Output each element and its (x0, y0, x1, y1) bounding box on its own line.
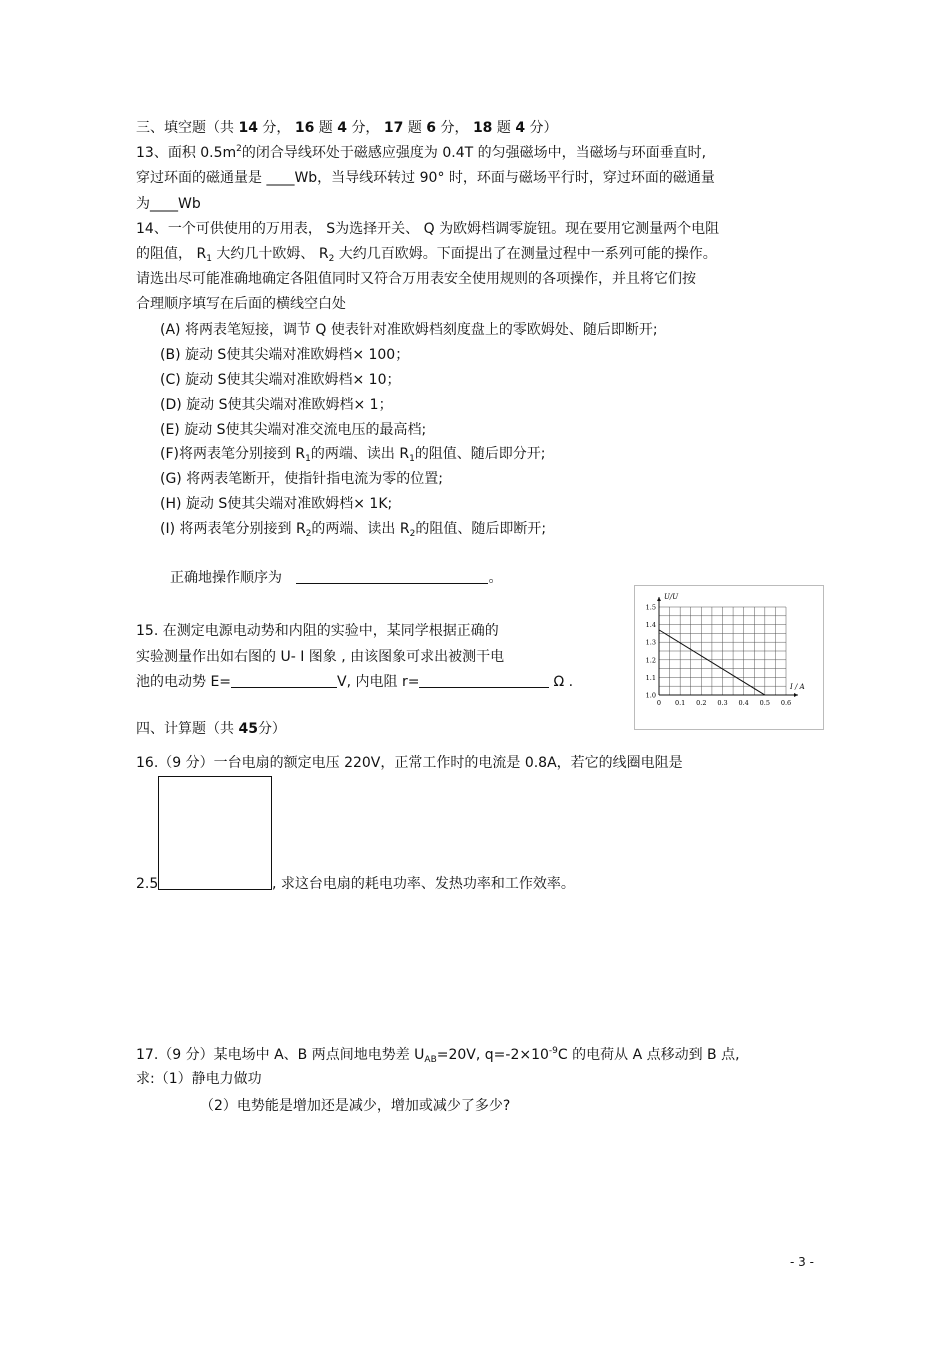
q17-line-3: （2）电势能是增加还是减少，增加或减少了多少? (200, 1098, 511, 1114)
x-tick-label: 0.2 (696, 699, 707, 707)
x-tick-label: 0.5 (759, 699, 771, 707)
page-number: - 3 - (790, 1255, 814, 1269)
section-4-heading: 四、计算题（共 45分） (136, 721, 286, 737)
x-axis-label: I / A (790, 683, 805, 691)
q14-option-h: (H) 旋动 S使其尖端对准欧姆档× 1K; (160, 496, 393, 512)
q14-option-g: (G) 将两表笔断开，使指针指电流为零的位置; (160, 471, 443, 487)
y-tick-label: 1.5 (645, 603, 656, 612)
resistance-placeholder-box (158, 776, 272, 890)
q14-line-2: 的阻值， $R_1$ 大约几十欧姆、 $R_2$ 大约几百欧姆。下面提出了在测量过程中一系列可能的操作。 (136, 246, 717, 264)
q17-line-2: 求:（1）静电力做功 (136, 1071, 262, 1087)
y-tick-label: 1.3 (645, 638, 656, 647)
x-tick-label: 0.3 (717, 699, 728, 707)
y-tick-label: 1.2 (645, 656, 656, 665)
q14-line-4: 合理顺序填写在后面的横线空白处 (136, 296, 346, 312)
u-i-graph (634, 585, 824, 730)
section-3-heading: 三、填空题（共 14 分， 16 题 4 分， 17 题 6 分， 18 题 4 分） (136, 120, 558, 136)
q14-option-i: (I) 将两表笔分别接到 $R_2$的两端、读出 $R_2$的阻值、随后即断开; (160, 521, 547, 539)
q15-emf-blank[interactable] (231, 673, 337, 688)
q14-option-e: (E) 旋动 S使其尖端对准交流电压的最高档; (160, 422, 427, 438)
q16-line-1: 16.（9 分）一台电扇的额定电压 220V，正常工作时的电流是 0.8A，若它的线圈电阻是 (136, 755, 683, 771)
q14-option-a: (A) 将两表笔短接，调节 Q 使表针对准欧姆档刻度盘上的零欧姆处、随后即断开; (160, 322, 658, 338)
q14-line-3: 请选出尽可能准确地确定各阻值同时又符合万用表安全使用规则的各项操作，并且将它们按 (136, 271, 696, 287)
q15-line-3: 池的电动势 E= V, 内电阻 r= Ω . (136, 674, 574, 690)
y-tick-label: 1.0 (645, 691, 656, 700)
q13-line-2: 穿过环面的磁通量是 ____Wb，当导线环转过 90° 时，环面与磁场平行时，穿过环面的磁通量 (136, 170, 715, 186)
y-tick-label: 1.4 (645, 621, 656, 630)
q14-answer-blank[interactable] (296, 569, 488, 584)
q15-line-2: 实验测量作出如右图的 U- I 图象 , 由该图象可求出被测干电 (136, 649, 505, 665)
y-tick-label: 1.1 (645, 673, 656, 682)
q16-line-2-start: 2.5 (136, 876, 159, 892)
q14-option-f: (F)将两表笔分别接到 $R_1$的两端、读出 $R_1$的阻值、随后即分开; (160, 446, 546, 464)
q14-option-b: (B) 旋动 S使其尖端对准欧姆档× 100； (160, 347, 410, 363)
x-tick-label: 0.6 (780, 699, 792, 707)
q14-option-c: (C) 旋动 S使其尖端对准欧姆档× 10； (160, 372, 401, 388)
q14-option-d: (D) 旋动 S使其尖端对准欧姆档× 1； (160, 397, 393, 413)
x-tick-label: 0 (656, 699, 662, 707)
q14-line-1: 14、一个可供使用的万用表， S为选择开关、 Q 为欧姆档调零旋钮。现在要用它测量两个电阻 (136, 221, 720, 237)
x-tick-label: 0.4 (738, 699, 749, 707)
y-axis-label: U/U (664, 593, 679, 601)
q17-line-1: 17.（9 分）某电场中 A、B 两点间地电势差 $U_{AB}=20V$, $q=-2\times 10^{-9}C$ 的电荷从 A 点移动到 B 点, (136, 1046, 740, 1065)
q15-resistance-blank[interactable] (419, 673, 549, 688)
q13-line-1: 13、面积 $0.5m^2$的闭合导线环处于磁感应强度为 0.4T 的匀强磁场中，当磁场与环面垂直时, (136, 144, 707, 161)
q16-line-2-end: , 求这台电扇的耗电功率、发热功率和工作效率。 (272, 876, 575, 892)
x-tick-label: 0.1 (674, 699, 686, 707)
q13-line-3: 为____Wb (136, 196, 201, 212)
q15-line-1: 15. 在测定电源电动势和内阻的实验中，某同学根据正确的 (136, 623, 499, 639)
q14-answer-line: 正确地操作顺序为 。 (170, 570, 503, 586)
